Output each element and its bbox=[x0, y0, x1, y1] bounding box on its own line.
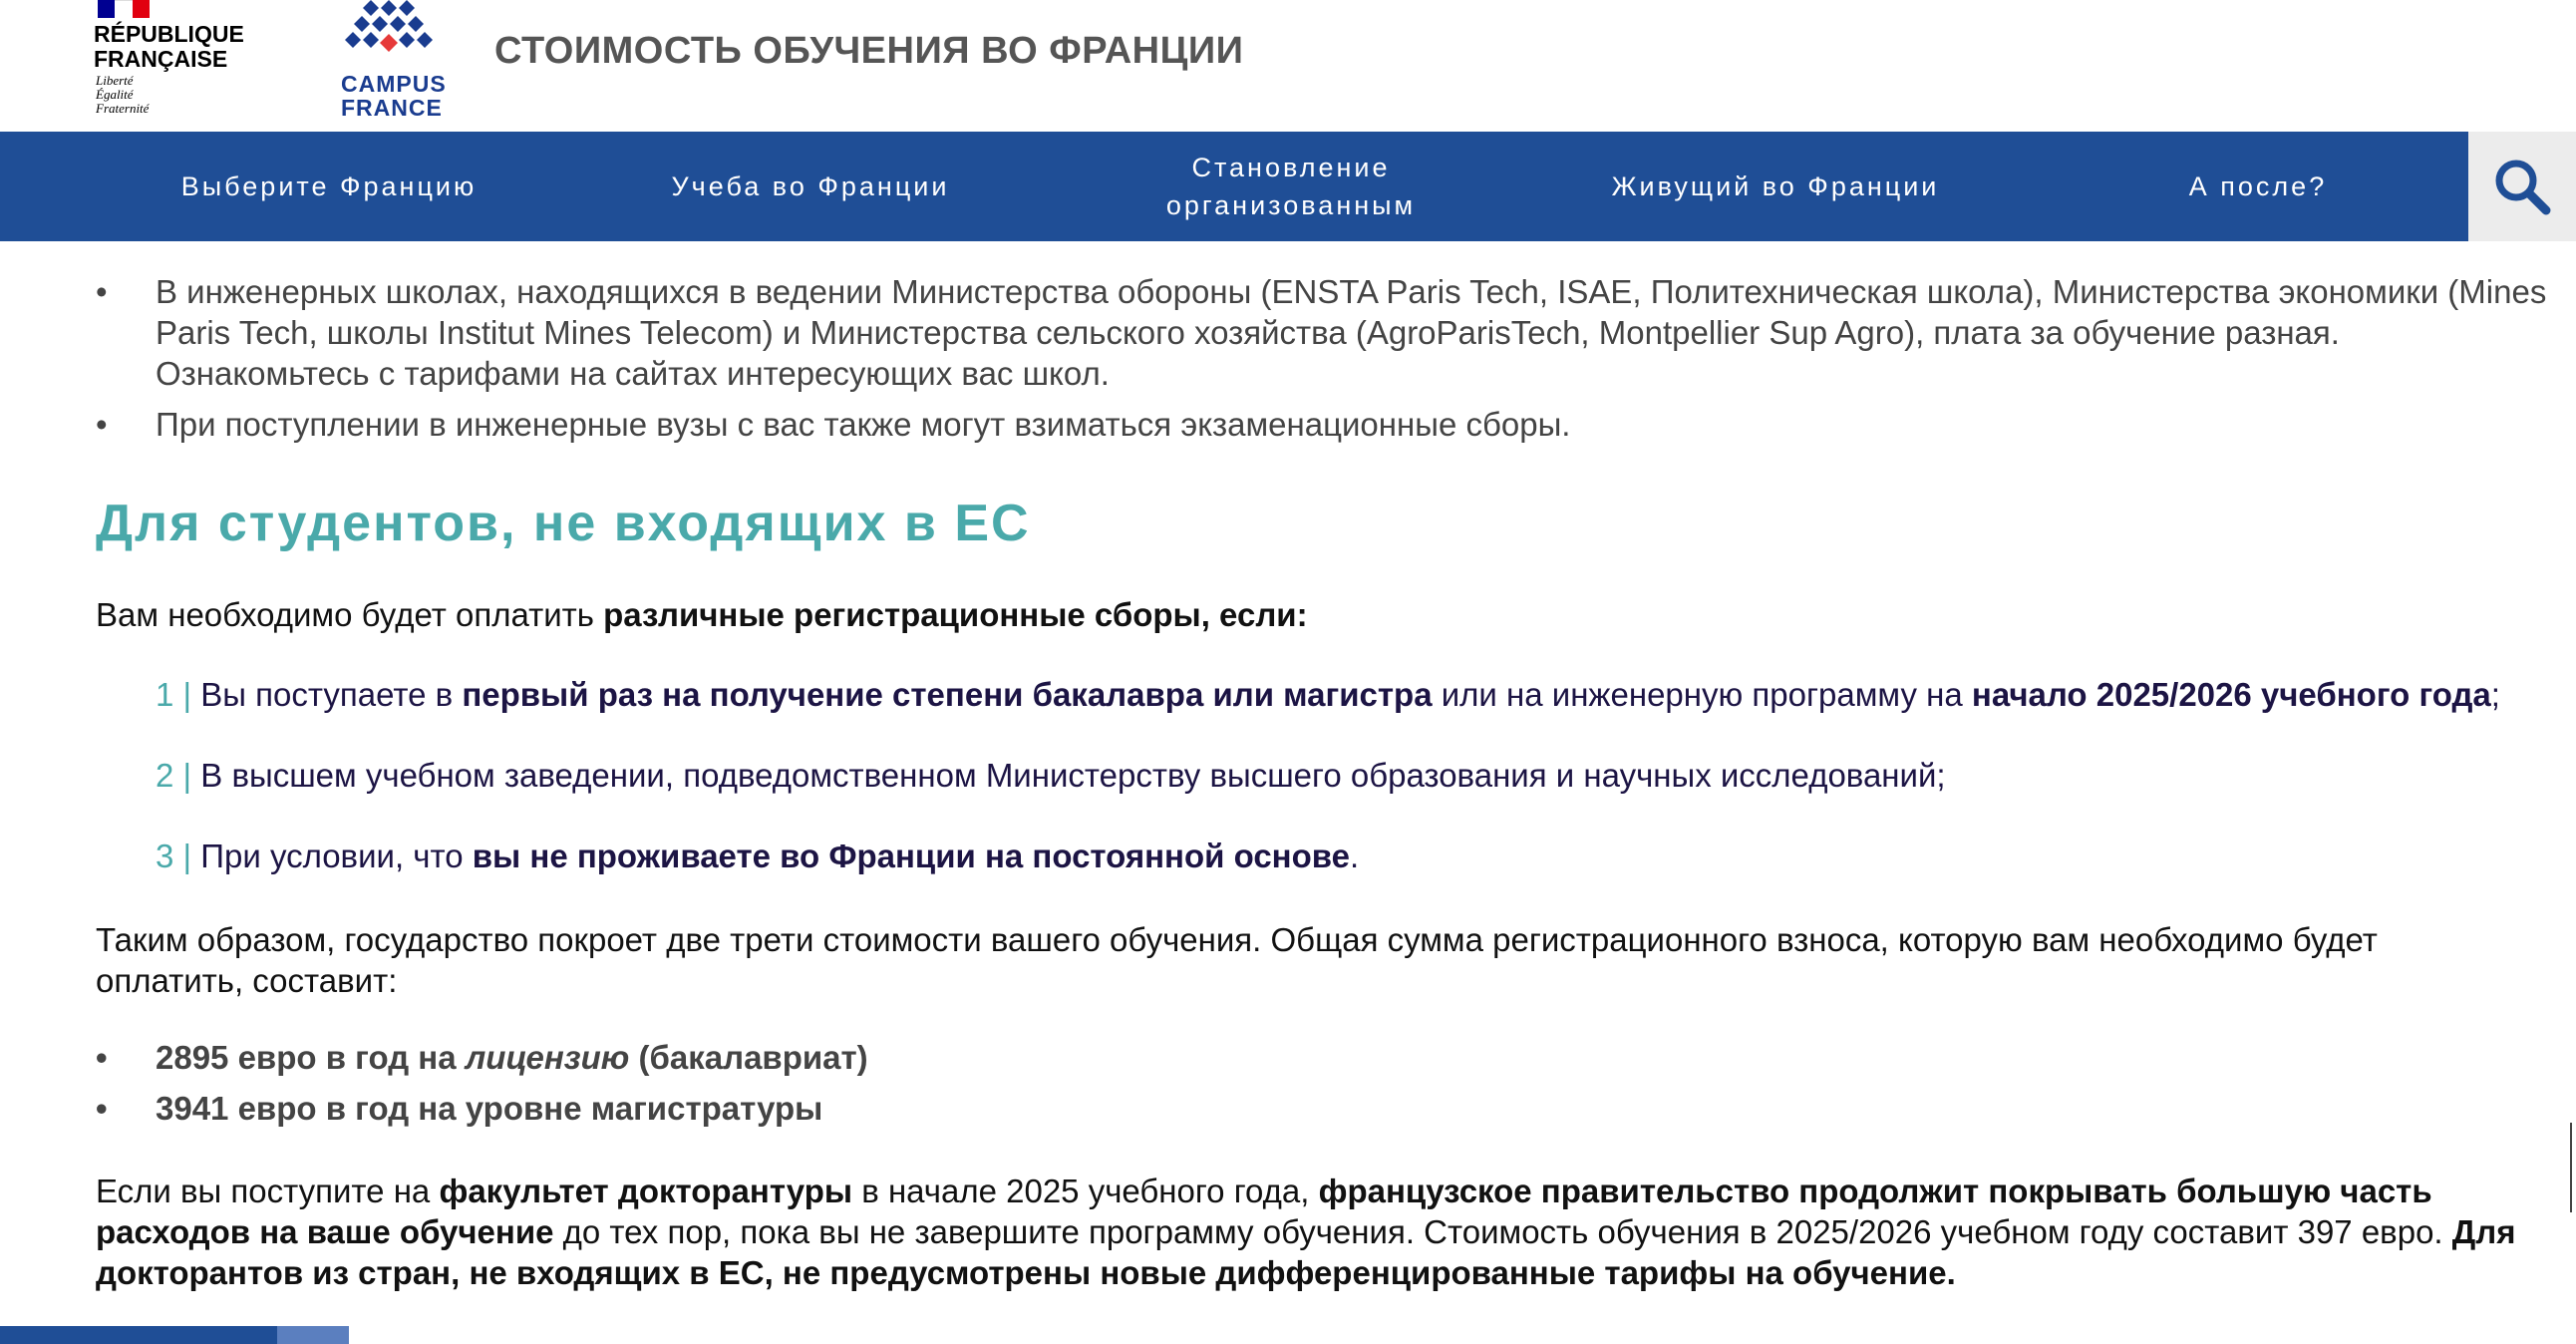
site-header bbox=[0, 0, 2576, 132]
french-flag-icon bbox=[98, 0, 150, 18]
main-navigation bbox=[0, 132, 2468, 241]
summary-paragraph: Таким образом, государство покроет две трети стоимости вашего обучения. Общая сумма регистрационного взноса, которую вам необходимо будет оплатить, составит: bbox=[96, 921, 2378, 999]
fee-item-master: • 3941 евро в год на уровне магистратуры bbox=[96, 1088, 2488, 1129]
engineering-schools-list bbox=[96, 271, 2548, 445]
rf-logo-motto: Liberté Égalité Fraternité bbox=[96, 73, 150, 116]
fee-item-bachelor: • 2895 евро в год на лицензию (бакалавриат) bbox=[96, 1037, 2488, 1078]
scrollbar-thumb[interactable] bbox=[2570, 1123, 2572, 1212]
nav-item-after[interactable]: А после? bbox=[2188, 171, 2328, 201]
bottom-tab-bar[interactable] bbox=[0, 1326, 277, 1344]
intro-paragraph: Вам необходимо будет оплатить различные регистрационные сборы, если: bbox=[96, 596, 1308, 633]
condition-item-1: 1 | Вы поступаете в первый раз на получение степени бакалавра или магистра или на инженерную программу на начало 2025/2026 учебного года; bbox=[156, 676, 2500, 713]
nav-item-getting-organized[interactable]: Становление организованным bbox=[1165, 153, 1417, 220]
page-title: СТОИМОСТЬ ОБУЧЕНИЯ ВО ФРАНЦИИ bbox=[494, 30, 1244, 72]
condition-item-2: 2 | В высшем учебном заведении, подведомственном Министерству высшего образования и научных исследований; bbox=[156, 757, 1946, 794]
main-content bbox=[96, 271, 2548, 1291]
list-item: • При поступлении в инженерные вузы с вас также могут взиматься экзаменационные сборы. bbox=[96, 404, 2548, 445]
search-button[interactable] bbox=[2468, 132, 2576, 241]
nav-item-study-in-france[interactable]: Учеба во Франции bbox=[671, 171, 950, 201]
republique-francaise-logo[interactable] bbox=[92, 0, 271, 125]
rf-logo-title: RÉPUBLIQUE FRANÇAISE bbox=[94, 21, 244, 72]
fees-list bbox=[96, 1037, 2488, 1139]
conditions-list bbox=[156, 674, 2548, 916]
condition-item-3: 3 | При условии, что вы не проживаете во Франции на постоянной основе. bbox=[156, 838, 1360, 874]
search-icon bbox=[2492, 157, 2552, 216]
campus-france-logo[interactable] bbox=[337, 0, 461, 125]
list-item: • В инженерных школах, находящихся в ведении Министерства обороны (ENSTA Paris Tech, ISAE, Политехническая школа), Министерства экономики (Mines Paris Tech, школы Institut Mines Telecom) и Министерства сельского хозяйства (AgroParisTech, Montpellier Sup Agro), плата за обучение разная. Ознакомьтесь с тарифами на сайтах интересующих вас школ. bbox=[96, 271, 2548, 394]
doctorate-paragraph: Если вы поступите на факультет докторантуры в начале 2025 учебного года, французское правительство продолжит покрывать большую часть расходов на ваше обучение до тех пор, пока вы не завершите программу обучения. Стоимость обучения в 2025/2026 учебном году составит 397 евро. Для докторантов из стран, не входящих в ЕС, не предусмотрены новые дифференцированные тарифы на обучение. bbox=[96, 1173, 2516, 1291]
section-heading-non-eu: Для студентов, не входящих в ЕС bbox=[96, 495, 1031, 552]
campus-france-diamonds-icon bbox=[341, 0, 461, 66]
nav-item-living-in-france[interactable]: Живущий во Франции bbox=[1611, 171, 1940, 201]
bottom-tab-bar-accent[interactable] bbox=[277, 1326, 349, 1344]
nav-item-choose-france[interactable]: Выберите Францию bbox=[180, 171, 478, 201]
campus-france-text: CAMPUS FRANCE bbox=[341, 71, 447, 121]
